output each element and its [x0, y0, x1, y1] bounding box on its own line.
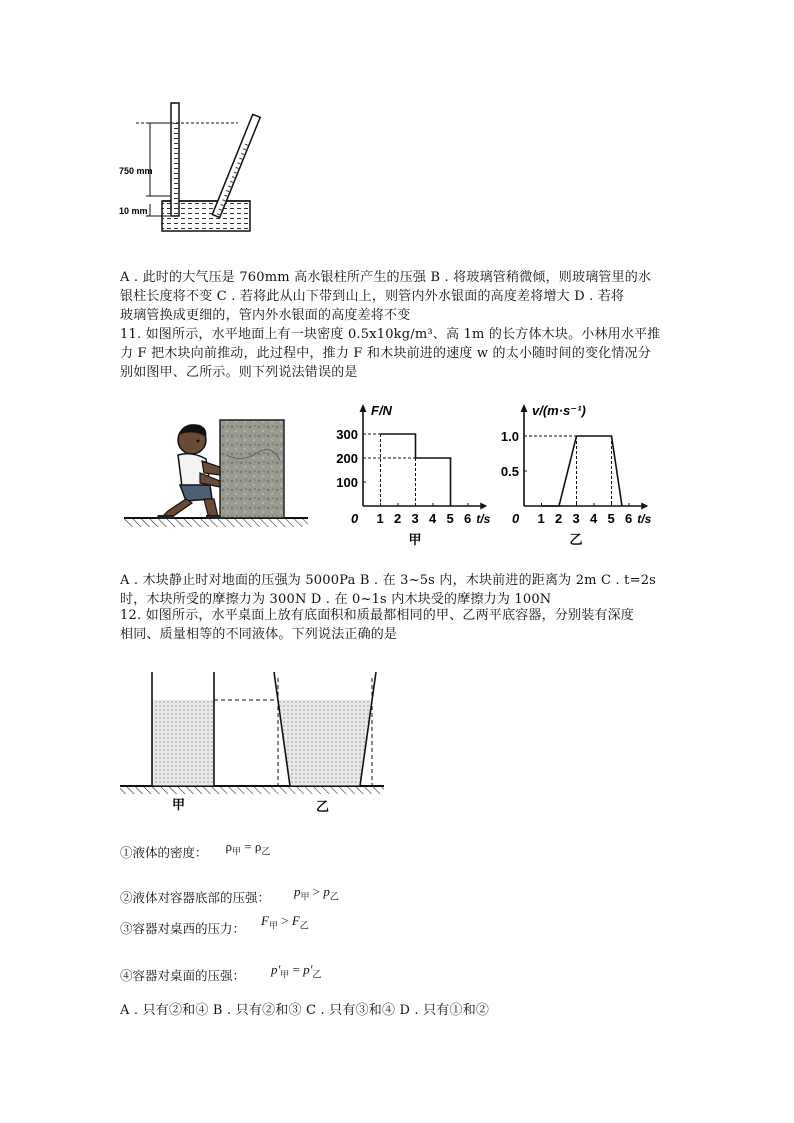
q11-options-line-1: A . 木块静止时对地面的压强为 5000Pa B . 在 3~5s 内，木块前进的距离为 2m C . t=2s — [120, 573, 657, 588]
statement-3 — [120, 913, 309, 940]
q10-options-line-2: 银柱长度将不变 C . 若将此从山下带到山上，则管内外水银面的高度差将增大 D . 若将 — [120, 289, 625, 304]
x-tick-label-6: 6 — [625, 511, 633, 526]
y-tick-label-0: 0.5 — [500, 464, 519, 479]
chart-name-label: 甲 — [408, 532, 422, 547]
x-tick-label-3: 3 — [411, 511, 419, 526]
x-tick-label-1: 1 — [376, 511, 384, 526]
x-tick-label-5: 5 — [446, 511, 454, 526]
q10-options-line-3: 玻璃管换成更细的，管内外水银面的高度差将不变 — [120, 308, 411, 323]
x-tick-label-5: 5 — [607, 511, 615, 526]
y-axis-label: v/(m·s⁻¹) — [532, 403, 586, 418]
x-axis-label: t/s — [637, 512, 652, 526]
y-axis-arrow — [521, 404, 528, 412]
x-axis-arrow — [480, 503, 487, 510]
q12-options — [120, 1001, 700, 1020]
statement-2 — [120, 884, 339, 909]
q10-options-line-1: A . 此时的大气压是 760mm 高水银柱所产生的压强 B . 将玻璃管稍微倾，则玻璃管里的水 — [120, 270, 652, 285]
q11-line-1: 11. 如图所示，水平地面上有一块密度 0.5x10kg/m³、高 1m 的长方体木块。小林用水平推 — [120, 327, 661, 342]
y-tick-label-2: 300 — [336, 427, 358, 442]
statement-1 — [120, 839, 271, 864]
q11-line-2: 力 F 把木块向前推动，此过程中，推力 F 和木块前进的速度 w 的太小随时间的变化情况分 — [120, 346, 651, 361]
chart-name-label: 乙 — [569, 532, 583, 547]
statement-3-formula: $F_甲 > F_乙$ — [261, 913, 309, 931]
x-tick-label-2: 2 — [394, 511, 402, 526]
container-jia — [152, 672, 214, 786]
q11-options — [120, 571, 700, 609]
q11-line-3: 别如图甲、乙所示。则下列说法错误的是 — [120, 365, 358, 380]
statement-4-text: ④容器对桌面的压强： — [120, 968, 246, 983]
statement-2-text: ②液体对容器底部的压强： — [120, 890, 271, 905]
y-tick-label-1: 200 — [336, 451, 358, 466]
q12-line-2: 相同、质量相等的不同液体。下列说法正确的是 — [120, 627, 398, 642]
question-11 — [120, 325, 700, 382]
containers-figure — [118, 668, 390, 820]
y-axis-arrow — [360, 404, 367, 412]
force-time-chart — [318, 398, 490, 553]
statement-1-formula: $\rho_甲 = \rho_乙$ — [225, 839, 271, 857]
x-tick-label-4: 4 — [429, 511, 437, 526]
boy-pushing-block-figure — [122, 415, 310, 533]
label-10mm: 10 mm — [119, 206, 148, 216]
statement-4 — [120, 962, 322, 987]
y-tick-label-1: 1.0 — [500, 429, 519, 444]
label-yi: 乙 — [316, 799, 330, 814]
x-tick-label-3: 3 — [572, 511, 580, 526]
x-axis-arrow — [641, 503, 648, 510]
x-tick-label-2: 2 — [555, 511, 563, 526]
x-tick-label-6: 6 — [464, 511, 472, 526]
statement-1-text: ①液体的密度： — [120, 845, 208, 860]
statement-3-text: ③容器对桌西的压力： — [120, 921, 246, 936]
x-tick-label-0: 0 — [351, 511, 359, 526]
barometer-figure — [118, 96, 268, 241]
x-tick-label-4: 4 — [590, 511, 598, 526]
q11-options-line-2: 时，木块所受的摩擦力为 300N D . 在 0~1s 内木块受的摩擦力为 100N — [120, 592, 552, 607]
x-axis-label: t/s — [476, 512, 490, 526]
container-yi — [274, 672, 376, 786]
q12-line-1: 12. 如图所示，水平桌面上放有底面积和质最都相同的甲、乙两平底容器，分别装有深度 — [120, 608, 635, 623]
q10-options — [120, 268, 700, 325]
question-12 — [120, 606, 700, 644]
statement-4-formula: $p'_甲 = p'_乙$ — [271, 962, 322, 980]
velocity-time-chart — [494, 398, 674, 553]
y-axis-label: F/N — [371, 403, 392, 418]
y-tick-label-0: 100 — [336, 475, 358, 490]
statement-2-formula: $p_甲 > p_乙$ — [294, 884, 339, 902]
wooden-block — [220, 420, 284, 518]
label-jia: 甲 — [172, 797, 186, 812]
series-line — [542, 436, 623, 506]
x-tick-label-0: 0 — [512, 511, 520, 526]
q12-options-line: A . 只有②和④ B . 只有②和③ C . 只有③和④ D . 只有①和② — [120, 1003, 490, 1018]
x-tick-label-1: 1 — [537, 511, 545, 526]
label-750mm: 750 mm — [119, 166, 153, 176]
boy-icon — [156, 424, 220, 519]
